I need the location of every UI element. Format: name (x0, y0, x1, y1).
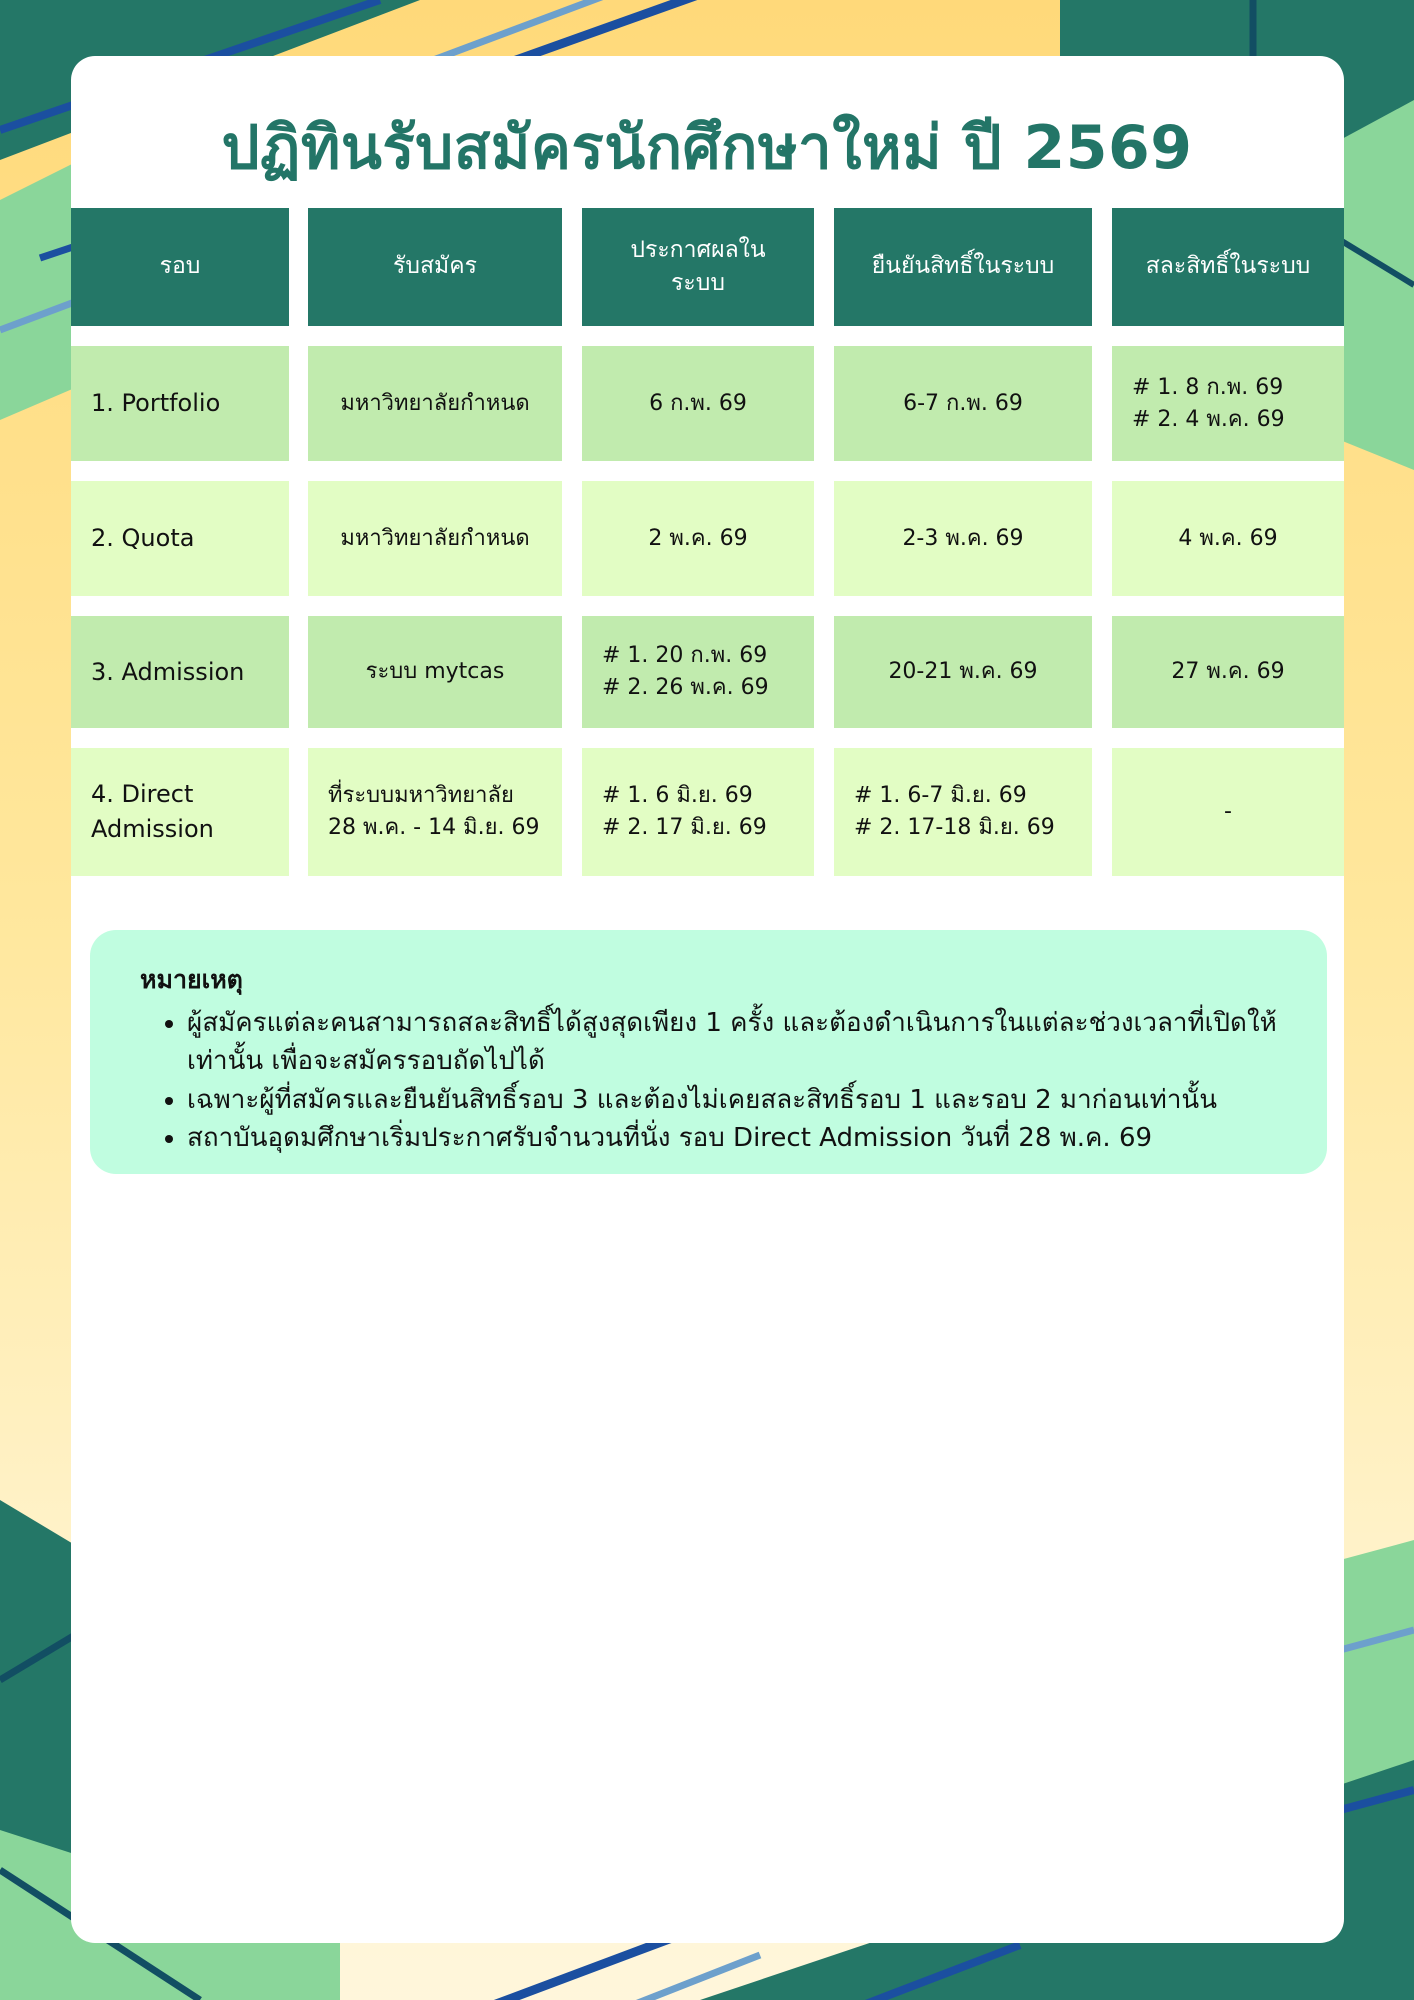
table-cell: 1. Portfolio (71, 346, 289, 461)
table-cell: 6-7 ก.พ. 69 (834, 346, 1092, 461)
header-withdraw: สละสิทธิ์ในระบบ (1112, 208, 1344, 326)
header-apply: รับสมัคร (308, 208, 562, 326)
table-cell: มหาวิทยาลัยกำหนด (308, 481, 562, 596)
header-round: รอบ (71, 208, 289, 326)
note-item: • ผู้สมัครแต่ละคนสามารถสละสิทธิ์ได้สูงสุดเพียง 1 ครั้ง และต้องดำเนินการในแต่ละช่วงเวลาที่เปิดให้เท่านั้น เพื่อจะสมัครรอบถัดไปได้ (187, 1004, 1287, 1081)
table-cell: - (1112, 748, 1344, 876)
header-confirm: ยืนยันสิทธิ์ในระบบ (834, 208, 1092, 326)
table-cell: 20-21 พ.ค. 69 (834, 616, 1092, 728)
note-item: • เฉพาะผู้ที่สมัครและยืนยันสิทธิ์รอบ 3 และต้องไม่เคยสละสิทธิ์รอบ 1 และรอบ 2 มาก่อนเท่านั้น (187, 1081, 1287, 1119)
table-cell: 2-3 พ.ค. 69 (834, 481, 1092, 596)
table-cell: ระบบ mytcas (308, 616, 562, 728)
table-cell: # 1. 6 มิ.ย. 69 # 2. 17 มิ.ย. 69 (582, 748, 814, 876)
table-cell: 4. Direct Admission (71, 748, 289, 876)
table-cell: 2. Quota (71, 481, 289, 596)
page-title: ปฏิทินรับสมัครนักศึกษาใหม่ ปี 2569 (221, 113, 1193, 183)
table-cell: 3. Admission (71, 616, 289, 728)
notes-list (140, 1004, 1287, 1158)
table-cell: ที่ระบบมหาวิทยาลัย 28 พ.ค. - 14 มิ.ย. 69 (308, 748, 562, 876)
notes-box (90, 930, 1327, 1174)
table-cell: มหาวิทยาลัยกำหนด (308, 346, 562, 461)
note-item: • สถาบันอุดมศึกษาเริ่มประกาศรับจำนวนที่นั่ง รอบ Direct Admission วันที่ 28 พ.ค. 69 (187, 1119, 1287, 1157)
table-cell: 4 พ.ค. 69 (1112, 481, 1344, 596)
table-cell: # 1. 20 ก.พ. 69 # 2. 26 พ.ค. 69 (582, 616, 814, 728)
table-cell: # 1. 8 ก.พ. 69 # 2. 4 พ.ค. 69 (1112, 346, 1344, 461)
header-announce: ประกาศผลใน ระบบ (582, 208, 814, 326)
table-cell: 6 ก.พ. 69 (582, 346, 814, 461)
notes-heading: หมายเหตุ (140, 965, 243, 994)
table-cell: 27 พ.ค. 69 (1112, 616, 1344, 728)
table-cell: 2 พ.ค. 69 (582, 481, 814, 596)
table-cell: # 1. 6-7 มิ.ย. 69 # 2. 17-18 มิ.ย. 69 (834, 748, 1092, 876)
